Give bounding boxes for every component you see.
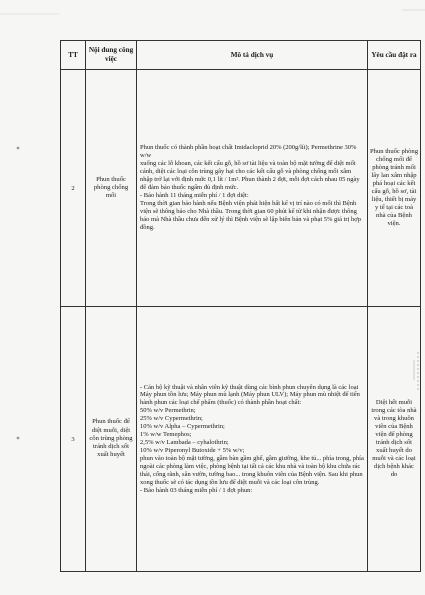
row-content-text: Phun thuốc phòng chống mối [93,175,129,200]
description-line: 25% w/v Cypermethrin; [140,415,203,423]
row-number: 2 [61,70,86,307]
header-requirement: Yêu cầu đặt ra [368,41,421,70]
header-description: Mô tả dịch vụ [137,41,368,70]
row-requirement [368,70,421,307]
row-description [137,307,368,572]
description-line: 10% w/v Alpha – Cypermethrin; [140,423,225,431]
service-table [60,40,421,572]
punch-mark [17,147,20,150]
description-line: - Bảo hành 03 tháng miễn phí / 1 đợt phun: [140,486,253,494]
description-line: Phun thuốc có thành phần hoạt chất Imidacloprid 20% (200g/lít); Permethrine 30% w/w [140,144,357,160]
description-line: xuống các lỗ khoan, các kết cấu gỗ, hồ sơ tài liệu và toàn bộ mặt tường để diệt mối cánh, diệt các loại côn trùng gây hại cho các kết cấu gỗ và phòng chống mối xâm nhập trở lại với định mức 0,1 lít / 1m². Phun thành 2 đợt, mỗi đợt cách nhau 05 ngày để đảm bảo thuốc ngấm đủ định mức. [140,160,360,192]
row-content-text: Phun thuốc để diệt muỗi, diệt côn trùng phòng tránh dịch sốt xuất huyết [89,418,133,459]
table-header-row [61,41,421,70]
row-content [86,70,137,307]
description-line: 1% w/w Temephos; [140,431,192,439]
row-content [86,307,137,572]
description-line: 10% w/v Piperonyl Butoxide + 5% w/v; [140,446,245,454]
description-line: - Bảo hành 11 tháng miễn phí / 1 đợt diệt: [140,191,249,199]
description-line: - Cán bộ kỹ thuật và nhân viên kỹ thuật dùng các bình phun chuyên dụng là các loại Máy phun tồn lưu; Máy phun mù lạnh (Máy phun ULV); Máy phun mù nhiệt để tiến hành phun các loại chế phẩm (thuốc) có thành phần hoạt chất: [140,383,360,407]
row-requirement-text: Diệt hết muỗi trong các tòa nhà và trong khuôn viên của Bệnh viện để phòng tránh dịch sốt xuất huyết do muỗi và các loại dịch bệnh khác do [371,398,417,479]
table-row [61,70,421,307]
punch-mark [17,437,20,440]
header-content: Nội dung công việc [86,41,137,70]
description-line: phun vào toàn bộ mặt tường, gầm bàn gầm ghế, gầm giường, khe tủ... phía trong, phía ngoài các phòng làm việc, phòng bệnh tại tất cả các khu nhà và toàn bộ khu chứa rác thải, cống rãnh, sân vườn, tường bao... trong khuôn viên của Bệnh viện. Sau khi phun xong thuốc sẽ có tác dụng tồn lưu để diệt muỗi và các loại côn trùng. [140,454,364,486]
table-row [61,307,421,572]
row-requirement [368,307,421,572]
row-number: 3 [61,307,86,572]
description-line: 2,5% w/v Lambada – cyhalothrin; [140,439,229,446]
row-requirement-text: Phun thuốc phòng chống mối để phòng tránh mối lây lan xâm nhập phá hoại các kết cấu gỗ, hồ sơ, tài liệu, thiết bị máy y tế tại các toà nhà của Bệnh viện. [370,147,418,228]
header-tt: TT [61,41,86,70]
description-line: Trong thời gian bảo hành nếu Bệnh viện phát hiện bất kể vị trí nào có mối thì Bệnh viện sẽ thông báo cho Nhà thầu. Trong thời gian 60 phút kể từ khi nhận được thông báo mà Nhà thầu chưa đến xử lý thì Bệnh viện sẽ lập biên bản và phạt 5% giá trị hợp đồng. [140,199,361,231]
row-description [137,70,368,307]
description-line: 50% w/v Permethrin; [140,407,196,415]
